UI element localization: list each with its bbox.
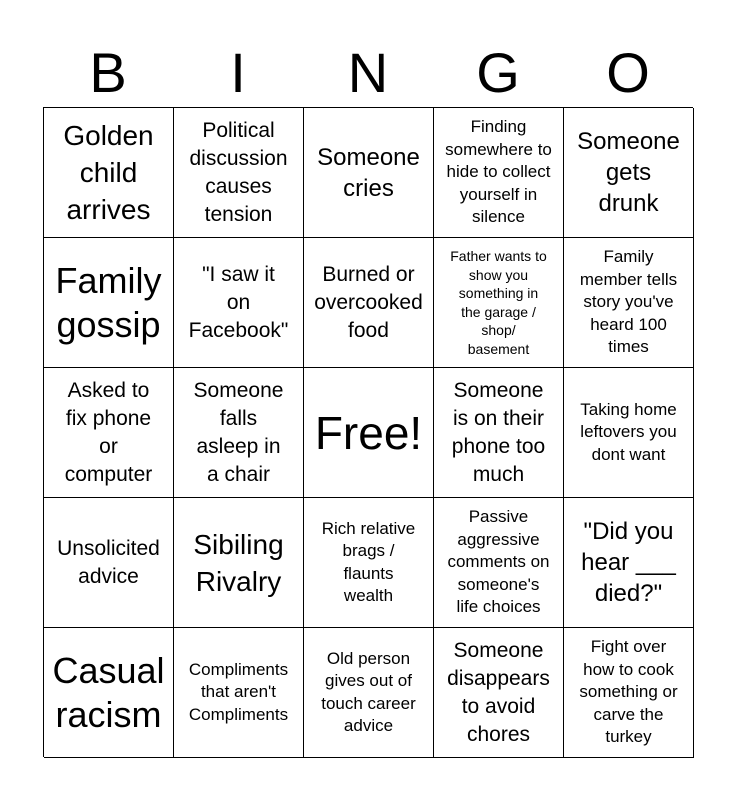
cell-text: Rich relative brags / flaunts wealth xyxy=(321,518,416,605)
cell-text: Someone gets drunk xyxy=(577,128,680,217)
bingo-cell[interactable] xyxy=(174,498,304,628)
bingo-cell[interactable] xyxy=(434,368,564,498)
free-space-text: Free! xyxy=(314,406,423,459)
bingo-cell[interactable] xyxy=(564,368,694,498)
bingo-cell[interactable] xyxy=(174,238,304,368)
bingo-cell[interactable] xyxy=(434,238,564,368)
bingo-cell[interactable] xyxy=(434,498,564,628)
cell-text: Passive aggressive comments on someone's life choices xyxy=(447,507,550,617)
cell-text: Political discussion causes tension xyxy=(189,118,288,226)
bingo-card-grid xyxy=(43,107,693,757)
cell-text: Burned or overcooked food xyxy=(314,262,423,342)
cell-text: Someone cries xyxy=(317,143,420,202)
bingo-cell[interactable] xyxy=(44,108,174,238)
bingo-cell[interactable] xyxy=(564,498,694,628)
header-letter-b: B xyxy=(89,41,127,104)
cell-text: Someone is on their phone too much xyxy=(451,378,546,486)
cell-text: Compliments that aren't Compliments xyxy=(188,659,289,724)
bingo-cell[interactable] xyxy=(44,628,174,758)
cell-text: Sibiling Rivalry xyxy=(193,528,284,597)
bingo-cell[interactable] xyxy=(304,498,434,628)
cell-text: "I saw it on Facebook" xyxy=(188,262,289,342)
bingo-cell[interactable] xyxy=(564,108,694,238)
bingo-cell[interactable] xyxy=(174,628,304,758)
cell-text: Casual racism xyxy=(52,649,165,735)
bingo-cell[interactable] xyxy=(304,108,434,238)
bingo-cell[interactable] xyxy=(304,238,434,368)
cell-text: Someone disappears to avoid chores xyxy=(447,638,550,746)
bingo-header xyxy=(43,40,693,106)
bingo-cell[interactable] xyxy=(44,498,174,628)
bingo-cell[interactable] xyxy=(564,238,694,368)
cell-text: Finding somewhere to hide to collect yourself in silence xyxy=(445,117,552,227)
cell-text: Old person gives out of touch career advice xyxy=(321,648,416,735)
bingo-cell[interactable] xyxy=(174,368,304,498)
bingo-cell[interactable] xyxy=(44,238,174,368)
cell-text: "Did you hear ___ died?" xyxy=(581,518,676,607)
cell-text: Unsolicited advice xyxy=(57,536,160,588)
header-letter-g: G xyxy=(476,41,520,104)
header-letter-o: O xyxy=(606,41,650,104)
bingo-cell[interactable] xyxy=(304,628,434,758)
cell-text: Fight over how to cook something or carve the turkey xyxy=(579,637,678,747)
bingo-cell[interactable] xyxy=(174,108,304,238)
header-letter-n: N xyxy=(347,41,389,104)
header-letter-i: I xyxy=(230,41,246,104)
bingo-cell[interactable] xyxy=(44,368,174,498)
cell-text: Asked to fix phone or computer xyxy=(64,378,153,486)
cell-text: Family gossip xyxy=(55,259,162,345)
cell-text: Family member tells story you've heard 100 times xyxy=(579,247,678,357)
cell-text: Father wants to show you something in the garage / shop/ basement xyxy=(450,248,547,357)
cell-text: Taking home leftovers you dont want xyxy=(580,399,677,464)
bingo-cell[interactable] xyxy=(434,108,564,238)
bingo-cell[interactable] xyxy=(564,628,694,758)
cell-text: Someone falls asleep in a chair xyxy=(193,378,284,486)
free-space[interactable] xyxy=(304,368,434,498)
bingo-cell[interactable] xyxy=(434,628,564,758)
cell-text: Golden child arrives xyxy=(63,120,154,225)
